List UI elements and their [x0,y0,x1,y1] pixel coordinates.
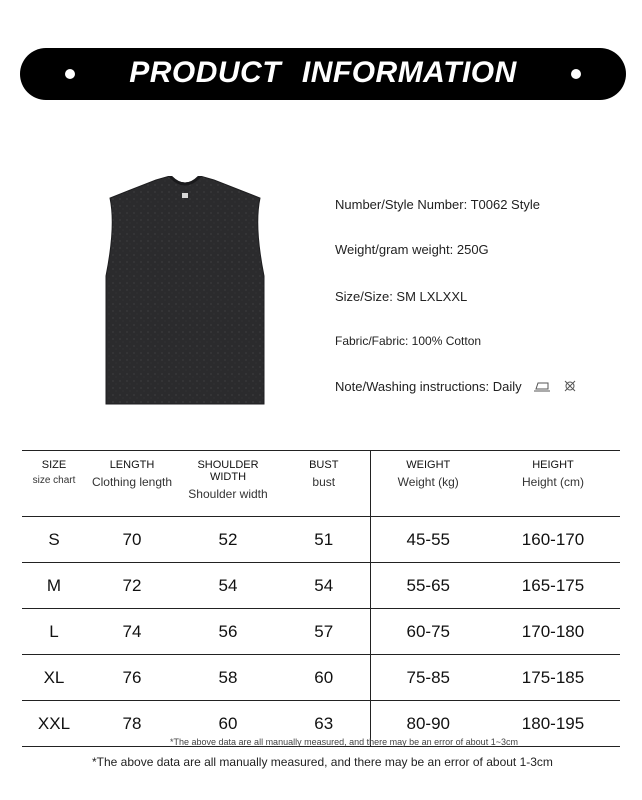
size-cell: M [22,563,86,609]
sleeveless-tank-top-image [104,176,266,406]
bust-header: BUST bust [278,451,370,517]
size-cell: XXL [22,701,86,747]
table-row [22,563,620,609]
fabric-info: Fabric/Fabric: 100% Cotton [335,334,482,348]
bust-cell: 51 [278,517,370,563]
height-cell: 180-195 [486,701,620,747]
shoulder-cell: 60 [178,701,278,747]
weight-cell: 45-55 [370,517,486,563]
length-cell: 70 [86,517,178,563]
banner-title: PRODUCT INFORMATION [129,56,517,89]
weight-cell: 60-75 [370,609,486,655]
size-chart-header-row [22,451,620,517]
style-number-info: Number/Style Number: T0062 Style [335,197,540,212]
size-info: Size/Size: SM LXLXXL [335,289,468,304]
length-cell: 76 [86,655,178,701]
bullet-dot-right [571,69,581,79]
bust-cell: 54 [278,563,370,609]
table-row [22,609,620,655]
weight-header: WEIGHT Weight (kg) [370,451,486,517]
measurement-note: *The above data are all manually measured, and there may be an error of about 1-3cm [92,755,553,769]
shoulder-cell: 54 [178,563,278,609]
weight-cell: 55-65 [370,563,486,609]
washing-instructions-text: Note/Washing instructions: Daily [335,379,522,394]
height-header: HEIGHT Height (cm) [486,451,620,517]
table-row [22,517,620,563]
table-row [22,655,620,701]
height-cell: 170-180 [486,609,620,655]
size-cell: S [22,517,86,563]
size-header: SIZE size chart [22,451,86,517]
no-tumble-dry-icon [563,380,577,395]
bust-cell: 60 [278,655,370,701]
height-cell: 160-170 [486,517,620,563]
size-chart-table [22,450,620,747]
weight-cell: 80-90 [370,701,486,747]
shoulder-cell: 56 [178,609,278,655]
length-cell: 74 [86,609,178,655]
size-cell: XL [22,655,86,701]
iron-icon [533,380,551,395]
length-header: LENGTH Clothing length [86,451,178,517]
measurement-note-small: *The above data are all manually measured, and there may be an error of about 1~3cm [170,737,518,747]
washing-instructions-info [335,379,577,395]
height-cell: 175-185 [486,655,620,701]
bust-cell: 57 [278,609,370,655]
bust-cell: 63 [278,701,370,747]
size-cell: L [22,609,86,655]
product-information-banner [20,48,626,100]
height-cell: 165-175 [486,563,620,609]
shoulder-cell: 58 [178,655,278,701]
weight-info: Weight/gram weight: 250G [335,242,489,257]
length-cell: 78 [86,701,178,747]
weight-cell: 75-85 [370,655,486,701]
length-cell: 72 [86,563,178,609]
shoulder-cell: 52 [178,517,278,563]
shoulder-width-header: SHOULDER WIDTH Shoulder width [178,451,278,517]
